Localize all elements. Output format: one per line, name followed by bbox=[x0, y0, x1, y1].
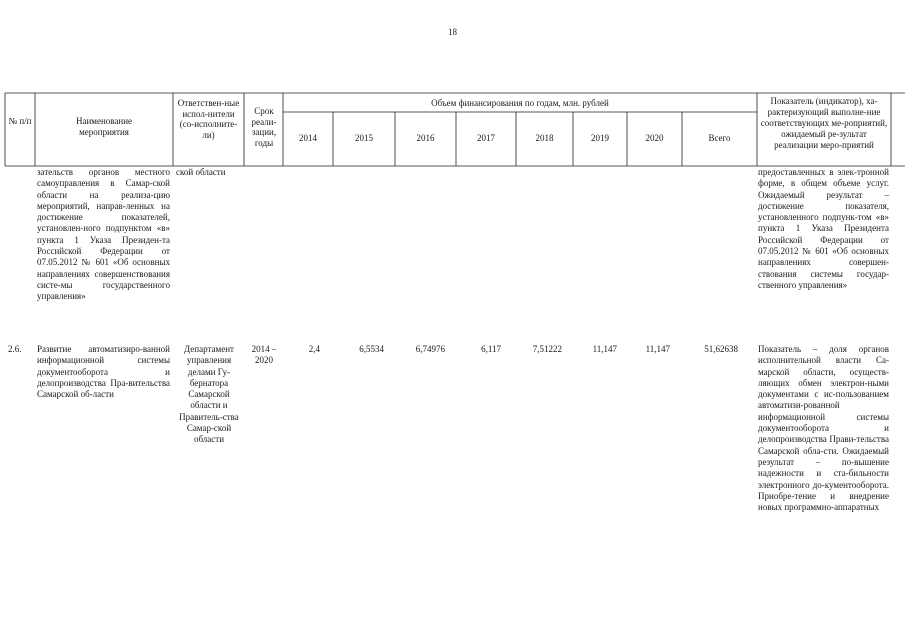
cont-row-name: зательств органов местного самоуправления в Самар-ской области на реализа-цию мероприятий, направ-ленных на достижение показателей, установлен-ного подпунктом «в» пункта 1 Указа Президен-та Российской Федерации от 07.05.2012 № 601 «Об основных направлениях совершенствования систе-мы государственного управления» bbox=[37, 167, 170, 302]
header-year-2020: 2020 bbox=[645, 133, 664, 143]
row-2-6-total: 51,62638 bbox=[704, 344, 738, 354]
row-2-6-num: 2.6. bbox=[8, 344, 22, 354]
row-2-6-value-2017: 6,117 bbox=[481, 344, 501, 354]
row-2-6-name: Развитие автоматизиро-ванной информационной системы документооборота и делопроизводства Пра-вительства Самарской об-ласти bbox=[37, 344, 170, 400]
header-executors: Ответствен-ные испол-нители (со-исполните-ли) bbox=[177, 98, 240, 140]
header-year-2019: 2019 bbox=[591, 133, 609, 143]
header-total: Всего bbox=[708, 133, 731, 143]
row-2-6-value-2019: 11,147 bbox=[592, 344, 617, 354]
header-year-2016: 2016 bbox=[416, 133, 435, 143]
row-2-6-indicator: Показатель – доля органов исполнительной власти Са-марской области, осуществ-ляющих обмен электрон-ными документами с ис-пользованием автоматизи-рованной информационной системы документооборота и делопроизводства Прави-тельства Самарской обла-сти. Ожидаемый результат – по-вышение надежности и ста-бильности электронного до-кументооборота. Приобре-тение и внедрение новых программно-аппаратных bbox=[758, 344, 889, 513]
cont-row-indicator: предоставленных в элек-тронной форме, в общем объеме услуг. Ожидаемый результат – достижение показателя, установленного подпунк-том «в» пункта 1 Указа Президента Российской Федерации от 07.05.2012 № 601 «Об основных направлениях совершен-ствования системы государ-ственного управления» bbox=[758, 167, 889, 290]
row-2-6-value-2016: 6,74976 bbox=[415, 344, 445, 354]
row-2-6-term: 2014 – 2020 bbox=[251, 344, 277, 366]
header-num: № п/п bbox=[8, 116, 32, 126]
row-2-6-value-2020: 11,147 bbox=[645, 344, 670, 354]
header-year-2015: 2015 bbox=[355, 133, 373, 143]
cont-row-executor: ской области bbox=[176, 167, 226, 177]
header-funding: Объем финансирования по годам, млн. рублей bbox=[431, 98, 609, 108]
header-term: Срок реали-зации, годы bbox=[251, 106, 277, 148]
header-indicator: Показатель (индикатор), ха-рактеризующий выполне-ние соответствующих ме-роприятий, ожидаемый ре-зультат реализации меро-приятий bbox=[760, 96, 888, 150]
header-year-2014: 2014 bbox=[299, 133, 317, 143]
row-2-6-executor: Департамент управления делами Гу-бернатора Самарской области и Правитель-ства Самар-ской области bbox=[179, 344, 239, 445]
page-number: 18 bbox=[448, 27, 457, 37]
header-year-2018: 2018 bbox=[535, 133, 554, 143]
row-2-6-value-2015: 6,5534 bbox=[359, 344, 384, 354]
header-name: Наименование мероприятия bbox=[75, 116, 133, 137]
row-2-6-value-2014: 2,4 bbox=[308, 344, 320, 354]
header-year-2017: 2017 bbox=[477, 133, 495, 143]
row-2-6-value-2018: 7,51222 bbox=[532, 344, 562, 354]
